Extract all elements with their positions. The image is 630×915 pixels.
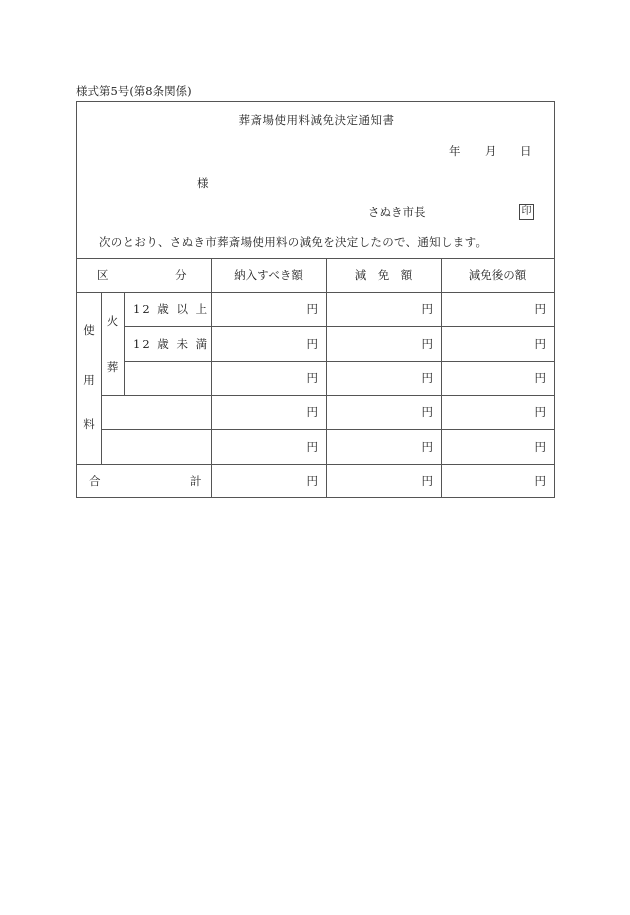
total-label-2: 計 — [190, 474, 202, 488]
notice-form — [76, 101, 555, 498]
date-month: 月 — [485, 144, 497, 158]
header-category-1: 区 — [97, 268, 109, 282]
payable-cell[interactable]: 円 — [306, 405, 318, 419]
header-category-2: 分 — [175, 268, 187, 282]
usage-fee-label-2: 用 — [83, 373, 95, 387]
reduction-cell[interactable]: 円 — [421, 439, 433, 454]
issuer-name: さぬき市長 — [368, 205, 426, 219]
addressee-suffix: 様 — [197, 176, 209, 190]
payable-cell[interactable]: 円 — [306, 302, 318, 316]
usage-fee-label-3: 料 — [83, 417, 95, 431]
total-after-cell[interactable]: 円 — [534, 474, 546, 488]
reduction-cell[interactable]: 円 — [421, 371, 433, 385]
notice-text: 次のとおり、さぬき市葬斎場使用料の減免を決定したので、通知します。 — [99, 235, 488, 249]
header-payable: 納入すべき額 — [234, 268, 303, 282]
row-label: 12 歳 以 上 — [133, 302, 210, 316]
payable-cell[interactable]: 円 — [306, 439, 318, 454]
total-payable-cell[interactable]: 円 — [306, 474, 318, 488]
cremation-label-2: 葬 — [106, 360, 119, 374]
after-cell[interactable]: 円 — [534, 302, 546, 316]
row-label: 12 歳 未 満 — [133, 336, 210, 351]
payable-cell[interactable]: 円 — [306, 371, 318, 385]
reduction-cell[interactable]: 円 — [421, 336, 433, 351]
header-reduction: 減 免 額 — [354, 268, 413, 282]
date-day: 日 — [520, 144, 532, 158]
form-number-label: 様式第5号(第8条関係) — [76, 84, 192, 98]
reduction-cell[interactable]: 円 — [421, 405, 433, 419]
after-cell[interactable]: 円 — [534, 371, 546, 385]
document-title: 葬斎場使用料減免決定通知書 — [238, 113, 395, 127]
fee-table — [77, 258, 554, 498]
total-label-1: 合 — [89, 474, 101, 488]
table-rule — [124, 292, 125, 395]
header-after: 減免後の額 — [468, 268, 527, 282]
after-cell[interactable]: 円 — [534, 405, 546, 419]
after-cell[interactable]: 円 — [534, 336, 546, 351]
total-reduction-cell[interactable]: 円 — [421, 474, 433, 488]
after-cell[interactable]: 円 — [534, 439, 546, 454]
usage-fee-label-1: 使 — [83, 323, 95, 337]
payable-cell[interactable]: 円 — [306, 336, 318, 351]
date-year: 年 — [449, 144, 461, 158]
reduction-cell[interactable]: 円 — [421, 302, 433, 316]
seal-mark: 印 — [519, 204, 534, 220]
cremation-label-1: 火 — [106, 314, 119, 328]
